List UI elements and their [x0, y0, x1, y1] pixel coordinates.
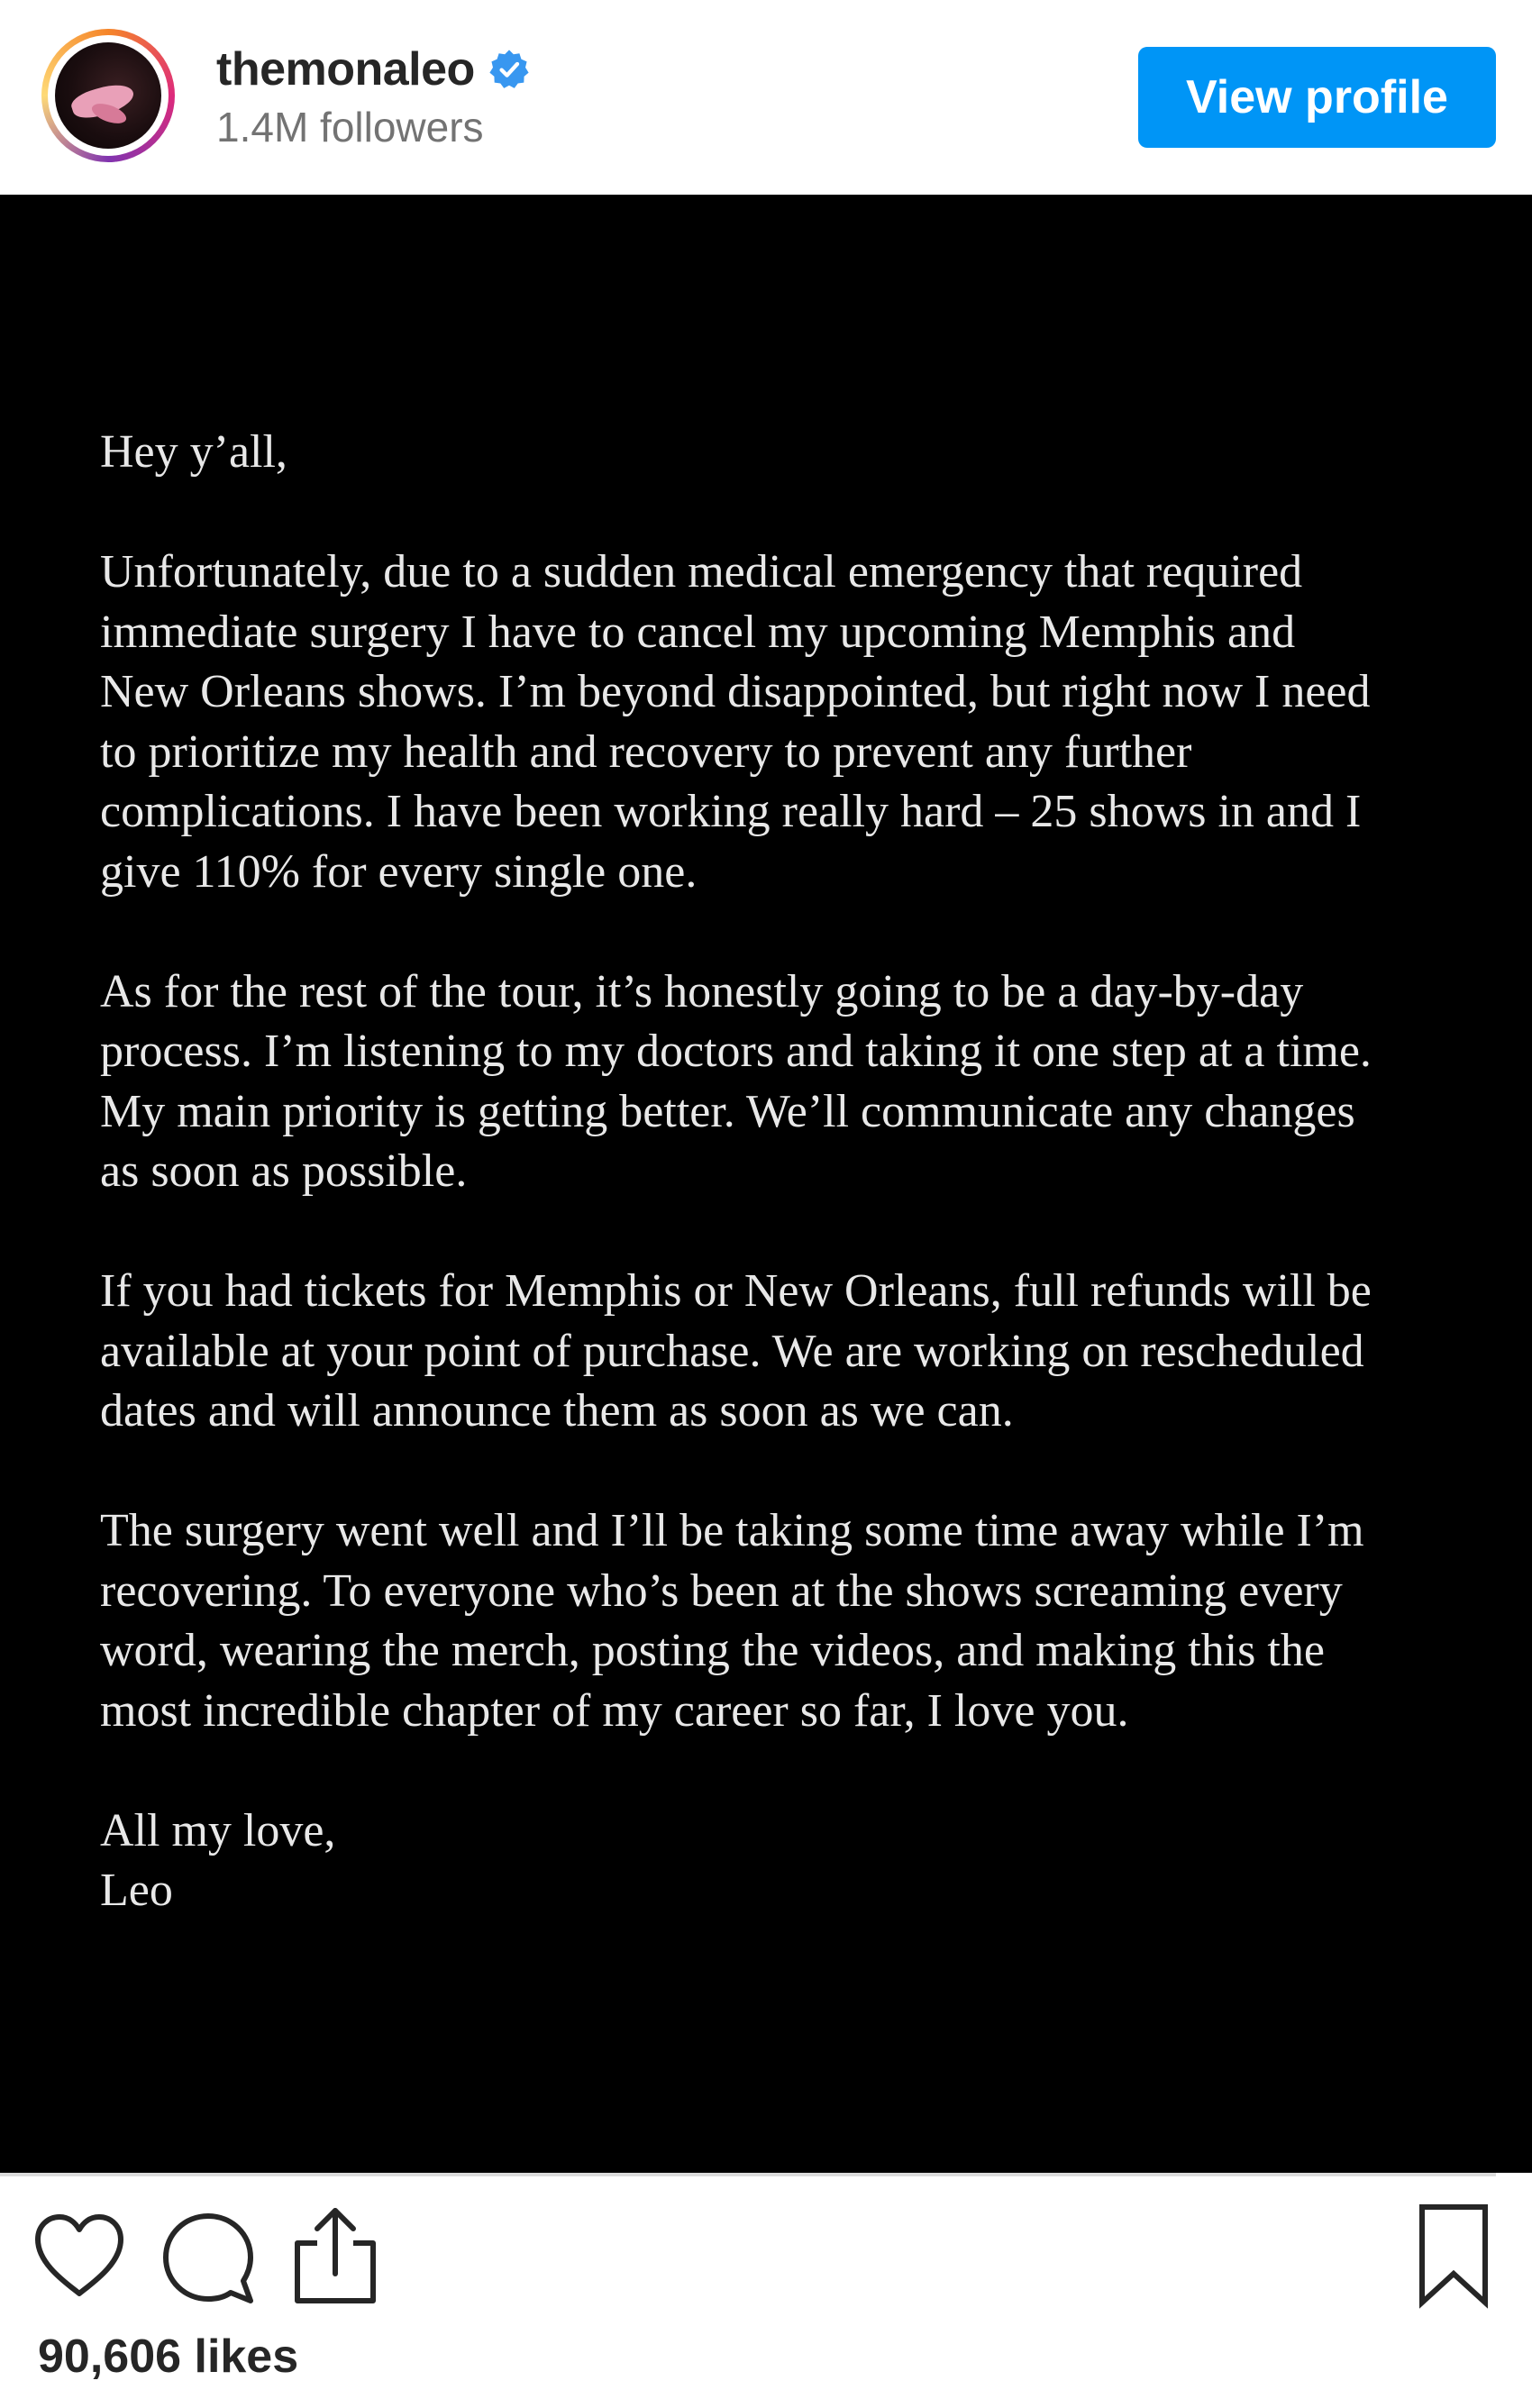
like-button[interactable] — [32, 2212, 126, 2299]
letter-paragraph: If you had tickets for Memphis or New Orleans, full refunds will be available at your point of purchase. We are working on rescheduled dates and will announce them as soon as we can. — [100, 1265, 1372, 1437]
post-image[interactable] — [0, 195, 1532, 2173]
comment-icon — [160, 2211, 256, 2306]
view-profile-button[interactable]: View profile — [1138, 47, 1496, 148]
heart-icon — [32, 2212, 126, 2299]
share-icon — [290, 2203, 380, 2306]
like-count[interactable]: 90,606 likes — [38, 2330, 299, 2383]
profile-header — [0, 0, 1532, 195]
bookmark-icon — [1417, 2202, 1491, 2310]
letter-paragraph: The surgery went well and I’ll be taking some time away while I’m recovering. To everyone who’s been at the shows screaming every word, wearing the merch, posting the videos, and making this the most incredible chapter of my career so far, I love you. — [100, 1505, 1364, 1737]
letter-paragraph: Unfortunately, due to a sudden medical emergency that required immediate surgery I have to cancel my upcoming Memphis and New Orleans shows. I’m beyond disappointed, but right now I need to prioritize my health and recovery to prevent any further complications. I have been working really hard – 25 shows in and I give 110% for every single one. — [100, 546, 1371, 898]
letter-greeting: Hey y’all, — [100, 426, 287, 478]
comment-button[interactable] — [160, 2211, 256, 2306]
post-letter — [100, 423, 1452, 1921]
username[interactable]: themonaleo — [216, 43, 475, 96]
save-button[interactable] — [1417, 2202, 1491, 2310]
letter-sign-off: All my love, Leo — [100, 1804, 336, 1916]
letter-paragraph: As for the rest of the tour, it’s honestly going to be a day-by-day process. I’m listening to my doctors and taking it one step at a time. My main priority is getting better. We’ll communicate any changes as soon as possible. — [100, 965, 1372, 1197]
avatar-photo — [55, 42, 161, 149]
follower-count: 1.4M followers — [216, 104, 484, 150]
post-actions — [0, 2176, 1532, 2408]
share-button[interactable] — [290, 2203, 380, 2306]
username-row — [216, 38, 531, 101]
avatar-ring-gap — [48, 35, 169, 156]
avatar[interactable] — [41, 29, 175, 162]
verified-badge-icon — [488, 48, 531, 91]
